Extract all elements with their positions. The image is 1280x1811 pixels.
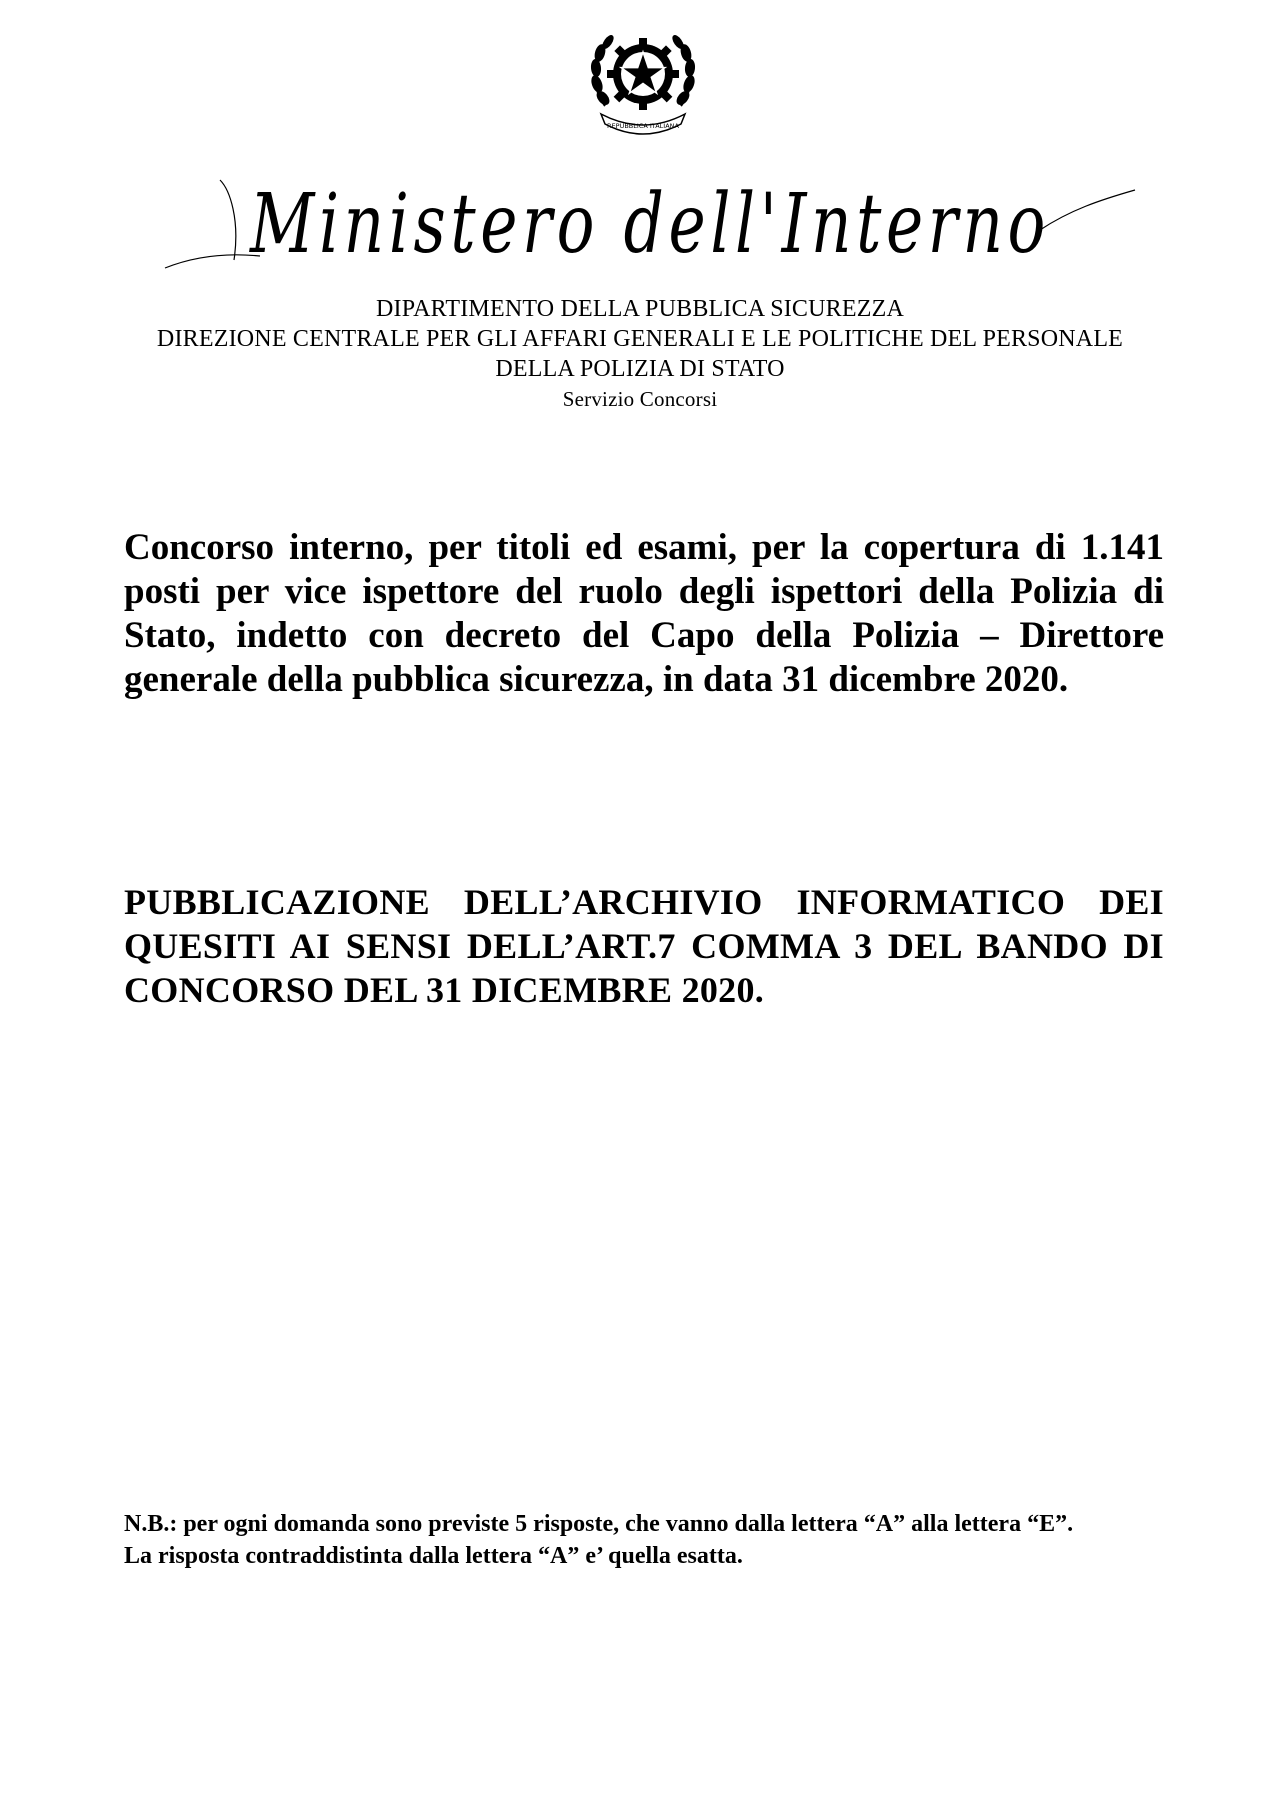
publication-heading: PUBBLICAZIONE DELL’ARCHIVIO INFORMATICO DEI QUESITI AI SENSI DELL’ART.7 COMMA 3 DEL BANDO DI CONCORSO DEL 31 DICEMBRE 2020. — [124, 882, 1164, 1010]
ministry-title-calligraphy — [160, 160, 1140, 280]
italian-republic-emblem-icon — [583, 18, 703, 138]
note-line-correct: La risposta contraddistinta dalla lettera “A” e’ quella esatta. — [124, 1543, 743, 1569]
note-block — [124, 1508, 1164, 1572]
note-line-answers: N.B.: per ogni domanda sono previste 5 risposte, che vanno dalla lettera “A” alla lettera “E”. — [124, 1511, 1074, 1537]
service-line: Servizio Concorsi — [562, 387, 718, 411]
emblem-ribbon-text: REPUBBLICA ITALIANA — [607, 122, 679, 130]
department-line: DIPARTIMENTO DELLA PUBBLICA SICUREZZA — [376, 296, 904, 322]
competition-title: Concorso interno, per titoli ed esami, per la copertura di 1.141 posti per vice ispettore del ruolo degli ispettori della Polizia di Stato, indetto con decreto del Capo della Polizia – Direttore generale della pubblica sicurezza, in data 31 dicembre 2020. — [124, 527, 1164, 700]
ministry-title: Ministero dell'Interno — [248, 177, 1051, 272]
police-line: DELLA POLIZIA DI STATO — [495, 356, 785, 382]
department-header — [60, 294, 1220, 414]
direction-line: DIREZIONE CENTRALE PER GLI AFFARI GENERALI E LE POLITICHE DEL PERSONALE — [156, 326, 1124, 352]
